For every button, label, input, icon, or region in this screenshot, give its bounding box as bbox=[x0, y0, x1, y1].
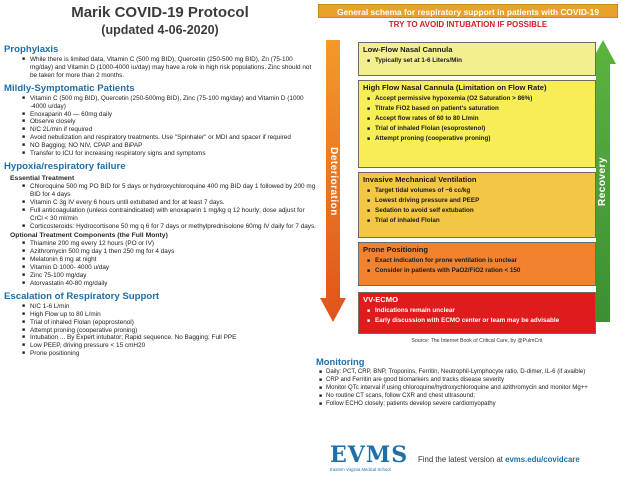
list-item: ■ CRP and Ferritin are good biomarkers and tracks disease severity bbox=[316, 376, 616, 384]
list-item: ■ Accept flow rates of 60 to 80 L/min bbox=[363, 114, 591, 124]
recovery-label: Recovery bbox=[597, 156, 609, 206]
list-item: ■ Vitamin D 1000- 4000 u/day bbox=[4, 264, 316, 272]
deterioration-label: Deterioration bbox=[327, 146, 339, 216]
list-item: ■ Daily: PCT, CRP, BNP, Troponins, Ferritin, Neutrophil-Lymphocyte ratio, D-dimer, IL-6 (if avaible) bbox=[316, 368, 616, 376]
list-item: ■ Atorvastatin 40-80 mg/daily bbox=[4, 280, 316, 288]
prone-positioning-box bbox=[358, 242, 596, 286]
source-citation: Source: The Internet Book of Critical Care, by @PulmCrit bbox=[411, 338, 543, 344]
invasive-title: Invasive Mechanical Ventilation bbox=[363, 175, 477, 184]
deterioration-label-wrap bbox=[320, 40, 346, 322]
list-item: ■ Trial of inhaled Flolan (epoprostenol) bbox=[4, 319, 316, 327]
list-item: ■ Zinc 75-100 mg/day bbox=[4, 272, 316, 280]
evms-logo-subtitle: Eastern Virginia Medical School bbox=[330, 467, 391, 472]
high-flow-title: High Flow Nasal Cannula (Limitation on Flow Rate) bbox=[363, 83, 547, 92]
escalation-heading: Escalation of Respiratory Support bbox=[4, 290, 160, 302]
low-flow-box bbox=[358, 42, 596, 76]
evms-logo-text: EVMS bbox=[330, 442, 409, 468]
list-item: ■ NO Bagging; NO NIV, CPAP and BiPAP bbox=[4, 142, 316, 150]
vv-ecmo-box bbox=[358, 292, 596, 334]
monitoring-section bbox=[316, 356, 616, 408]
avoid-intubation-banner: TRY TO AVOID INTUBATION IF POSSIBLE bbox=[388, 20, 548, 29]
list-item: ■ Exact indication for prone ventilation is unclear bbox=[363, 256, 591, 266]
prone-title: Prone Positioning bbox=[363, 245, 428, 254]
low-flow-title: Low-Flow Nasal Cannula bbox=[363, 45, 453, 54]
page-title: Marik COVID-19 Protocol bbox=[71, 4, 249, 21]
essential-heading: Essential Treatment bbox=[10, 174, 75, 182]
prophylaxis-heading: Prophylaxis bbox=[4, 44, 59, 55]
monitoring-heading: Monitoring bbox=[316, 356, 365, 367]
latest-version-text: Find the latest version at bbox=[418, 455, 506, 464]
list-item: ■ Melatonin 6 mg at night bbox=[4, 256, 316, 264]
list-item: ■ Typically set at 1-6 Liters/Min bbox=[363, 56, 591, 66]
list-item: ■ Full anticoagulation (unless contraindicated) with enoxaparin 1 mg/kg q 12 hourly; dose adjust for CrCl < 30 ml/min bbox=[4, 207, 316, 223]
list-item: ■ Attempt proning (cooperative proning) bbox=[4, 327, 316, 335]
list-item: ■ Trial of inhaled Flolan (esoprostenol) bbox=[363, 124, 591, 134]
list-item: ■ Vitamin C 3g IV every 6 hours until extubated and for at least 7 days. bbox=[4, 199, 316, 207]
list-item: ■ Transfer to ICU for increasing respiratory signs and symptoms bbox=[4, 150, 316, 158]
list-item: ■ Follow ECHO closely; patients develop severe cardiomyopathy bbox=[316, 400, 616, 408]
left-column bbox=[4, 4, 316, 482]
deterioration-arrow bbox=[320, 40, 346, 322]
mild-list bbox=[4, 95, 316, 158]
invasive-ventilation-box bbox=[358, 172, 596, 238]
right-column bbox=[318, 4, 618, 482]
page-subtitle: (updated 4-06-2020) bbox=[101, 23, 219, 37]
list-item: ■ N/C 2L/min if required bbox=[4, 126, 316, 134]
list-item: ■ Low PEEP, driving pressure < 15 cmH20 bbox=[4, 342, 316, 350]
list-item: ■ Intubation ... By Expert intubator; Rapid sequence. No Bagging; Full PPE bbox=[4, 334, 316, 342]
list-item: ■ Enoxaparin 40 — 60mg daily bbox=[4, 111, 316, 119]
list-item: ■ Monitor QTc interval if using chloroquine/hydroxychloroquine and azithromycin and monitor Mg++ bbox=[316, 384, 616, 392]
evms-logo bbox=[330, 444, 408, 472]
list-item: ■ Attempt proning (cooperative proning) bbox=[363, 134, 591, 144]
list-item: ■ Thiamine 200 mg every 12 hours (PO or IV) bbox=[4, 240, 316, 248]
escalation-list bbox=[4, 303, 316, 358]
optional-list bbox=[4, 240, 316, 287]
list-item: ■ Early discussion with ECMO center or team may be advisable bbox=[363, 316, 591, 326]
list-item: ■ Lowest driving pressure and PEEP bbox=[363, 196, 591, 206]
list-item: ■ Azithromycin 500 mg day 1 then 250 mg for 4 days bbox=[4, 248, 316, 256]
list-item: ■ Consider in patients with PaO2/FiO2 ration < 150 bbox=[363, 266, 591, 276]
covidcare-link[interactable]: evms.edu/covidcare bbox=[505, 455, 580, 464]
list-item: ■ No routine CT scans, follow CXR and chest ultrasound; bbox=[316, 392, 616, 400]
mild-heading: Mildly-Symptomatic Patients bbox=[4, 82, 135, 94]
list-item: ■ Accept permissive hypoxemia (O2 Saturation > 86%) bbox=[363, 94, 591, 104]
list-item: ■ Indications remain unclear bbox=[363, 306, 591, 316]
latest-version-note bbox=[418, 455, 580, 464]
list-item: ■ Chloroquine 500 mg PO BID for 5 days or hydroxychloroquine 400 mg BID day 1 followed by 200 mg BID for 4 days bbox=[4, 183, 316, 199]
hypoxia-heading: Hypoxia/respiratory failure bbox=[4, 160, 126, 172]
list-item: ■ Observe closely bbox=[4, 118, 316, 126]
list-item: ■ Avoid nebulization and respiratory treatments. Use "Spinhaler" or MDI and spacer if required bbox=[4, 134, 316, 142]
list-item: ■ While there is limited data, Vitamin C (500 mg BID), Quercetin (250-500 mg BID), Zn (75-100 mg/day) and Vitamin D (1000-4000 iu/day) may have a role in high risk populations. Zinc should not be taken for more than 2 months. bbox=[4, 56, 316, 80]
list-item: ■ Vitamin C (500 mg BID), Quercetin (250-500mg BID), Zinc (75-100 mg/day) and Vitamin D (1000 -4000 u/day) bbox=[4, 95, 316, 111]
list-item: ■ Sedation to avoid self extubation bbox=[363, 206, 591, 216]
monitoring-list bbox=[316, 368, 616, 408]
list-item: ■ Target tidal volumes of ~6 cc/kg bbox=[363, 186, 591, 196]
optional-heading: Optional Treatment Components (the Full Monty) bbox=[10, 232, 168, 240]
list-item: ■ Trial of inhaled Flolan bbox=[363, 216, 591, 226]
essential-list bbox=[4, 183, 316, 230]
schema-header: General schema for respiratory support in patients with COVID-19 bbox=[318, 4, 618, 18]
list-item: ■ N/C 1-6 L/min bbox=[4, 303, 316, 311]
prophylaxis-list bbox=[4, 56, 316, 80]
vv-ecmo-title: VV-ECMO bbox=[363, 295, 399, 304]
list-item: ■ Titrate FiO2 based on patient's saturation bbox=[363, 104, 591, 114]
list-item: ■ Corticosteroids: Hydrocortisone 50 mg q 6 for 7 days or methylprednisolone 60mg IV daily for 7 days. bbox=[4, 223, 316, 231]
list-item: ■ High Flow up to 80 L/min bbox=[4, 311, 316, 319]
list-item: ■ Prone positioning bbox=[4, 350, 316, 358]
high-flow-box bbox=[358, 80, 596, 168]
